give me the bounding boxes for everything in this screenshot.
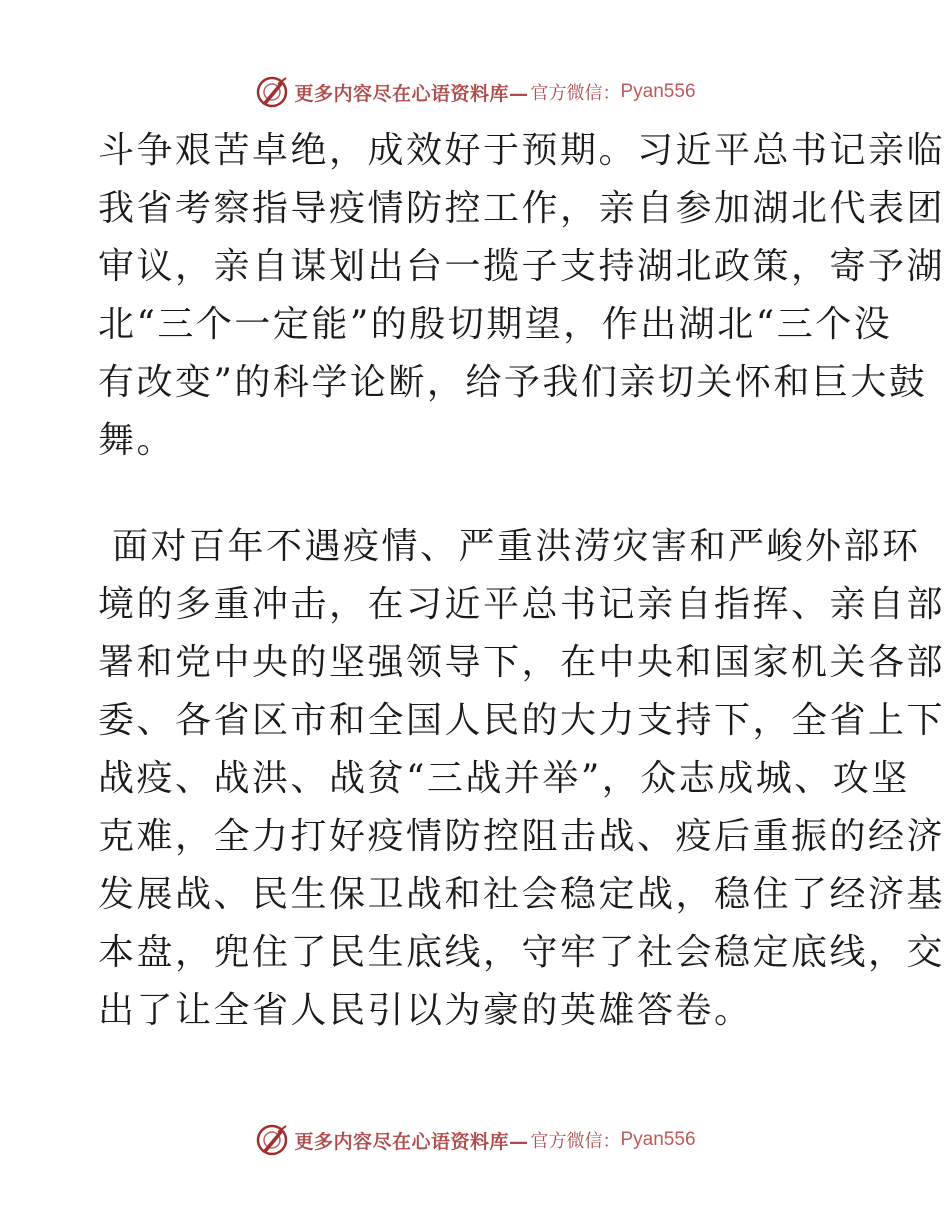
banner-label: 官方微信： — [530, 1131, 621, 1152]
text-line: 斗争艰苦卓绝，成效好于预期。习近平总书记亲临 — [98, 130, 946, 171]
text-line: 出了让全省人民引以为豪的英雄答卷。 — [98, 990, 753, 1031]
quill-logo-icon — [254, 74, 290, 110]
text-line: 我省考察指导疫情防控工作，亲自参加湖北代表团 — [98, 188, 946, 229]
banner-text: 更多内容尽在心语资料库— — [294, 82, 529, 105]
text-line: 舞。 — [98, 420, 176, 461]
text-line: 战疫、战洪、战贫“三战并举”，众志成城、攻坚 — [98, 758, 910, 799]
document-body — [98, 122, 946, 1040]
text-line: 委、各省区市和全国人民的大力支持下，全省上下 — [98, 700, 946, 741]
text-line: 北“三个一定能”的殷切期望，作出湖北“三个没 — [98, 304, 893, 345]
text-line: 署和党中央的坚强领导下，在中央和国家机关各部 — [98, 642, 946, 683]
text-line: 有改变”的科学论断，给予我们亲切关怀和巨大鼓 — [98, 362, 928, 403]
banner-label: 官方微信： — [530, 83, 621, 104]
text-line: 本盘，兜住了民生底线，守牢了社会稳定底线，交 — [98, 932, 946, 973]
paragraph-2 — [98, 518, 946, 1040]
text-line: 审议，亲自谋划出台一揽子支持湖北政策，寄予湖 — [98, 246, 946, 287]
banner-text: 更多内容尽在心语资料库— — [294, 1130, 529, 1153]
text-line: 境的多重冲击，在习近平总书记亲自指挥、亲自部 — [98, 584, 946, 625]
paragraph-1 — [98, 122, 946, 470]
header-watermark — [0, 72, 950, 112]
banner-wechat-id: Pyan556 — [620, 1129, 696, 1150]
text-line: 面对百年不遇疫情、严重洪涝灾害和严峻外部环 — [98, 526, 921, 567]
quill-logo-icon — [254, 1122, 290, 1158]
banner-wechat-id: Pyan556 — [620, 81, 696, 102]
text-line: 发展战、民生保卫战和社会稳定战，稳住了经济基 — [98, 874, 946, 915]
text-line: 克难，全力打好疫情防控阻击战、疫后重振的经济 — [98, 816, 946, 857]
footer-watermark — [0, 1120, 950, 1160]
